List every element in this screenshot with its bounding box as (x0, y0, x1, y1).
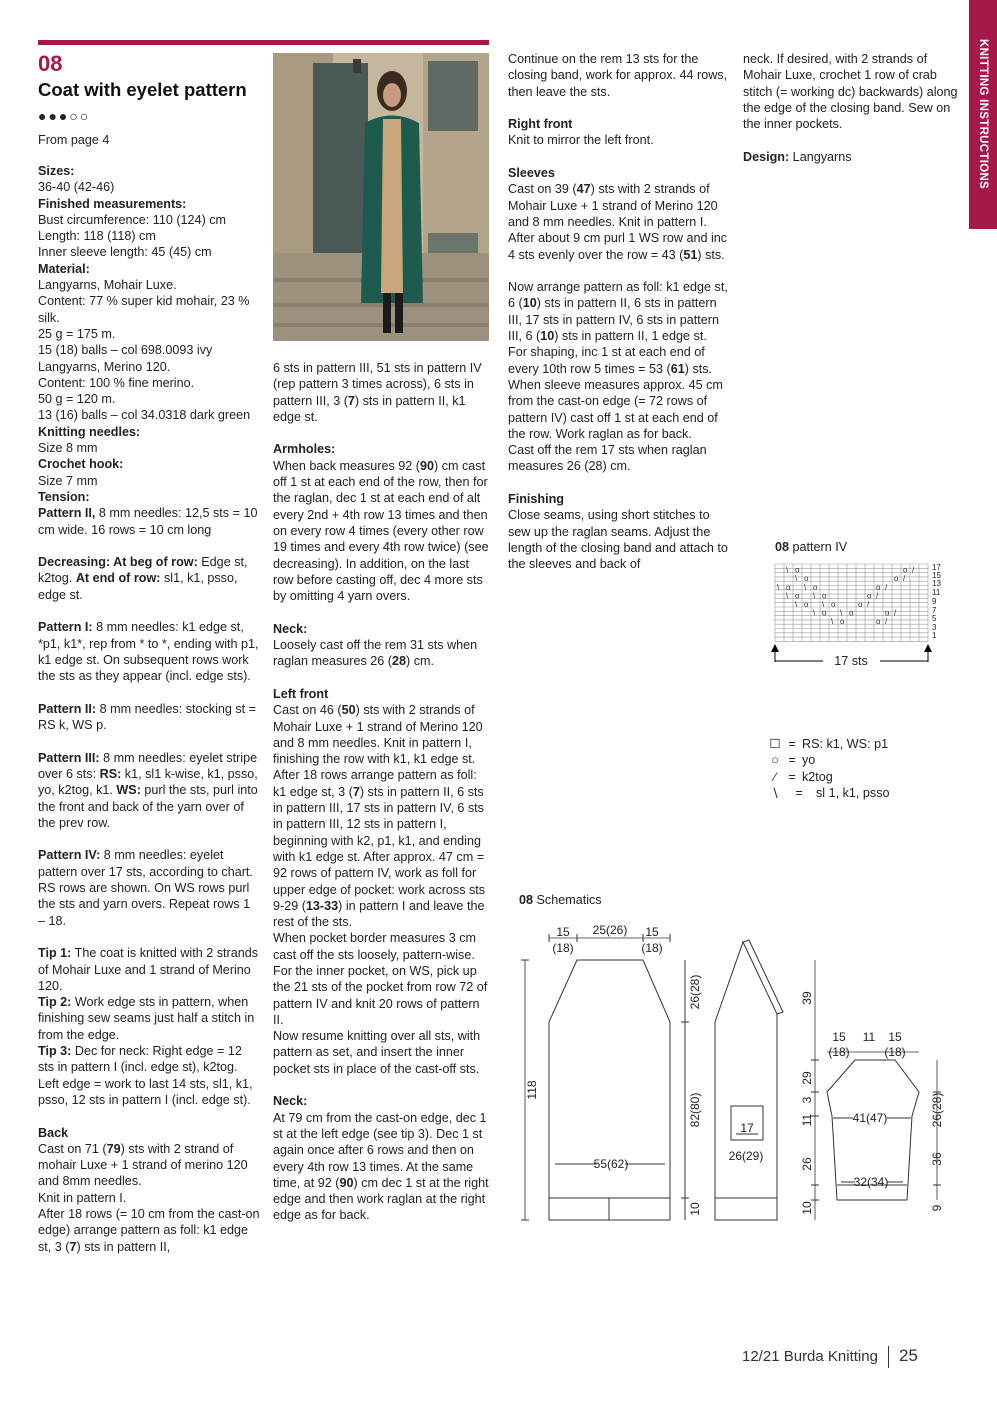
svg-text:\: \ (795, 574, 798, 584)
sleeve-dim-label: 41(47) (852, 1111, 888, 1125)
needles-text: Size 8 mm (38, 441, 98, 456)
back-dim-label: 15 (645, 925, 659, 939)
back-dim-label: 82(80) (688, 1092, 702, 1128)
sleeve-dim-label: 3 (800, 1096, 814, 1104)
left-front-bold: 50 (341, 703, 356, 718)
svg-text:/: / (885, 582, 888, 592)
pattern-2-text: 8 mm needles: stocking st = RS k, WS p. (38, 701, 257, 733)
svg-text:\: \ (813, 591, 816, 601)
back-schematic (521, 923, 702, 1220)
left-front-bold: 13-33 (305, 898, 339, 913)
neck-bold: 28 (392, 654, 407, 669)
back-cont-text: ) sts in pattern II, k1 edge st. (273, 393, 466, 424)
back-dim-label: 26(28) (688, 974, 702, 1010)
tip-1-heading: Tip 1: (38, 946, 72, 961)
pattern-1-text: 8 mm needles: k1 edge st, *p1, k1*, rep from * to *, ending with p1, k1 edge st. On subsequent rows work the sts as they appear (incl. edge sts). (38, 620, 259, 684)
svg-text:o: o (840, 617, 845, 627)
design-label: Design: (743, 149, 790, 164)
legend-text: yo (802, 753, 816, 768)
page-footer (742, 1346, 918, 1368)
svg-text:\: \ (786, 565, 789, 575)
left-front-bold: 7 (352, 784, 360, 799)
svg-text:o: o (876, 582, 881, 592)
sizes-text: 36-40 (42-46) (38, 180, 115, 195)
left-front-text: Now resume knitting over all sts, with pattern as set, and insert the inner pocket sts in place of the cast-off sts. (273, 1029, 481, 1076)
pattern-4-heading: Pattern IV: (38, 848, 101, 863)
neck-2-text: At 79 cm from the cast-on edge, dec 1 st at the left edge (see tip 3). Dec 1 st again once after 6 rows and then on every 4th row 13 times. At the same time, at 92 ( (273, 1110, 487, 1190)
svg-text:o: o (885, 608, 890, 618)
svg-text:o: o (795, 565, 800, 575)
sleeves-text: For shaping, inc 1 st at each end of every 10th row 5 times = 53 ( (508, 345, 705, 376)
chart-row-label: 13 (932, 579, 941, 588)
back-bold: 7 (69, 1239, 77, 1254)
sleeve-dim-label: (18) (828, 1045, 850, 1059)
svg-text:/: / (876, 591, 879, 601)
sleeve-dim-label: 26(28) (930, 1092, 944, 1128)
section-tab (969, 0, 997, 229)
pattern-number: 08 (38, 51, 63, 76)
right-front-text: Knit to mirror the left front. (508, 133, 654, 148)
pattern-3-rs: RS: (99, 766, 122, 781)
sleeve-dim-label: 26 (800, 1157, 814, 1171)
chart-row-label: 11 (932, 588, 941, 597)
page-number: 25 (898, 1346, 918, 1365)
tension-bold: Pattern II, (38, 506, 96, 521)
legend-text: RS: k1, WS: p1 (802, 737, 889, 751)
sleeve-dim-label: 39 (800, 991, 814, 1005)
column-3 (508, 51, 730, 589)
sleeves-text: Cast off the rem 17 sts when raglan measures 26 (28) cm. (508, 443, 707, 474)
left-front-text: ) sts with 2 strands of Mohair Luxe + 1 strand of Merino 120 and 8 mm needles. Knit in pattern I, finishing the row with k1, k1 edge st. (273, 703, 483, 767)
svg-text:o: o (804, 600, 809, 609)
pattern-1-heading: Pattern I: (38, 620, 93, 635)
svg-text:o: o (867, 591, 872, 601)
tension-text: 8 mm needles: 12,5 sts = 10 cm wide. 16 rows = 10 cm long (38, 506, 258, 537)
armholes-text: ) cm cast off 1 st at each end of the row, then for the raglan, dec 1 st at each end of alt every 2nd + 4th row 13 times and then on every row 4 times (every other row 19 times and every 4th row twice) (see decreasing). In addition, on the last row before casting off, dec 4 more sts by omitting 4 yarn overs. (273, 458, 489, 604)
svg-text:/: / (894, 608, 897, 618)
svg-text:o: o (903, 565, 908, 575)
sleeves-bold: 61 (670, 361, 685, 376)
chart-row-label: 17 (932, 563, 941, 572)
tip-1-text: The coat is knitted with 2 strands of Mohair Luxe and 1 strand of Merino 120. (38, 946, 259, 993)
pattern-2-heading: Pattern II: (38, 701, 97, 716)
legend-item: ☐ = RS: k1, WS: p1 (769, 737, 889, 751)
front-dim-label: 26(29) (728, 1149, 764, 1163)
back-dim-label: 15 (556, 925, 570, 939)
chart-legend (768, 736, 890, 801)
svg-text:/: / (912, 565, 915, 575)
material-line: 50 g = 120 m. (38, 392, 116, 407)
sleeves-text: ) sts with 2 strands of Mohair Luxe + 1 strand of Merino 120 and 8 mm needles. Knit in pattern I. After about 9 cm purl 1 WS row and inc 4 sts evenly over the row = 43 ( (508, 182, 728, 262)
back-text: After 18 rows (= 10 cm from the cast-on edge) arrange pattern as foll: k1 edge st, 3 ( (38, 1207, 260, 1254)
sleeve-dim-label: 15 (832, 1030, 846, 1044)
back-bold: 79 (106, 1141, 121, 1156)
legend-item: ∕ = k2tog (768, 769, 890, 785)
left-front-text: Cast on 46 ( (273, 703, 342, 718)
sleeve-dim-label: 11 (800, 1113, 814, 1127)
decreasing-text: Edge st, k2tog. (38, 555, 248, 586)
left-front-text: For the inner pocket, on WS, pick up the 21 sts of the pocket from row 72 of pattern IV and knit 20 rows of pattern II. (273, 963, 488, 1027)
svg-text:o: o (894, 574, 899, 584)
page-title: Coat with eyelet pattern (38, 79, 247, 100)
chart-num: 08 (775, 540, 790, 554)
legend-text: sl 1, k1, psso (816, 785, 890, 800)
tip-3-text: Dec for neck: Right edge = 12 sts in pattern I (incl. edge st), k2tog. Left edge = work to last 14 sts, sl1, k1, psso, 12 sts in pattern I (incl. edge st). (38, 1044, 253, 1107)
left-front-text: When pocket border measures 3 cm cast off the sts loosely, pattern-wise. (273, 931, 476, 962)
sleeve-length-text: Inner sleeve length: 45 (45) cm (38, 245, 212, 260)
knit-symbol-icon: ☐ (769, 737, 781, 751)
chart-width-label: 17 sts (834, 654, 868, 668)
finishing-cont-text: neck. If desired, with 2 strands of Mohair Luxe, crochet 1 row of crab stitch (= working dc) backwards) along the edge of the closing band. Sew on the inner pockets. (743, 52, 958, 132)
schematics-title-text: Schematics (533, 893, 602, 907)
svg-text:\: \ (822, 600, 825, 609)
column-1 (38, 163, 260, 1271)
hook-heading: Crochet hook: (38, 457, 124, 472)
material-line: Langyarns, Merino 120. (38, 359, 171, 374)
design-text: Langyarns (789, 149, 852, 164)
finished-heading: Finished measurements: (38, 196, 187, 211)
tip-2-text: Work edge sts in pattern, when finishing sew seams just half a stitch in from the edge. (38, 995, 255, 1042)
sleeves-text: ) sts. When sleeve measures approx. 45 cm from the cast-on edge (= 72 rows of pattern IV) cast off 1 st at each end of the row. Work raglan as for back. (508, 361, 723, 441)
decreasing-end-text: sl1, k1, psso, edge st. (38, 571, 238, 602)
svg-text:o: o (858, 600, 863, 609)
sleeve-dim-label: 15 (888, 1030, 902, 1044)
pattern-3-ws: WS: (116, 783, 141, 798)
sleeve-dim-label: 9 (930, 1204, 944, 1212)
schematics-title (519, 893, 602, 907)
back-text: ) sts with 2 strand of mohair Luxe + 1 strand of merino 120 and 8mm needles. (38, 1141, 248, 1189)
neck-2-bold: 90 (339, 1175, 354, 1190)
finishing-text: Close seams, using short stitches to sew up the raglan seams. Adjust the length of the closing band and attach to the sleeves and back of (508, 508, 728, 572)
sleeve-dim-label: 32(34) (853, 1175, 889, 1189)
sleeves-text: ) sts in pattern II, 1 edge st. (554, 329, 707, 344)
hook-text: Size 7 mm (38, 473, 98, 488)
neck-text: ) cm. (406, 654, 435, 669)
neck-text: Loosely cast off the rem 31 sts when raglan measures 26 ( (273, 638, 478, 669)
tension-heading: Tension: (38, 489, 90, 504)
header-rule (38, 40, 489, 45)
schematics-diagram (515, 920, 955, 1230)
chart-row-label: 3 (932, 623, 937, 632)
armholes-bold: 90 (420, 458, 435, 473)
chart-row-label: 9 (932, 597, 937, 606)
chart-row-label: 5 (932, 614, 937, 623)
needles-heading: Knitting needles: (38, 424, 141, 439)
pattern-3-text: k1, sl1 k-wise, k1, psso, yo, k2tog, k1. (38, 766, 258, 798)
tip-2-heading: Tip 2: (38, 995, 72, 1010)
legend-text: k2tog (802, 769, 833, 784)
sleeve-dim-label: 10 (800, 1201, 814, 1215)
sleeve-dim-label: 11 (862, 1030, 876, 1044)
material-line: Content: 77 % super kid mohair, 23 % silk. (38, 294, 250, 325)
column-4 (743, 51, 961, 181)
svg-text:\: \ (777, 582, 780, 592)
k2tog-symbol-icon: ∕ (773, 769, 777, 784)
back-text: ) sts in pattern II, (76, 1239, 171, 1254)
chart-title (775, 540, 847, 554)
sleeves-text: Cast on 39 ( (508, 182, 577, 197)
chart-row-label: 1 (932, 631, 937, 640)
back-dim-label: 118 (525, 1080, 539, 1100)
neck-heading: Neck: (273, 621, 308, 636)
back-dim-label: 10 (688, 1202, 702, 1216)
svg-text:\: \ (840, 608, 843, 618)
sizes-heading: Sizes: (38, 164, 75, 178)
left-front-text: ) sts in pattern II, 6 sts in pattern III, 17 sts in pattern IV, 6 sts in pattern III, 12 sts in pattern I, beginning with k2, p1, k1, and ending with k1 edge st. After approx. 47 cm = 92 rows of pattern IV, work as foll for upper edge of pocket: work across sts 9-29 ( (273, 784, 486, 913)
issue-number: 12/21 (742, 1348, 780, 1365)
svg-text:o: o (795, 591, 800, 601)
back-text: Cast on 71 ( (38, 1141, 107, 1156)
svg-text:o: o (876, 617, 881, 627)
svg-text:o: o (822, 591, 827, 601)
svg-text:o: o (813, 582, 818, 592)
difficulty-rating: ●●●○○ (38, 108, 91, 124)
sleeve-dim-label: 29 (800, 1071, 814, 1085)
svg-text:o: o (822, 608, 827, 618)
chart-row-label: 7 (932, 606, 937, 615)
tip-3-heading: Tip 3: (38, 1044, 72, 1059)
svg-text:\: \ (831, 617, 834, 627)
back-text: Knit in pattern I. (38, 1190, 127, 1205)
back-dim-label: (18) (641, 941, 663, 955)
material-line: 15 (18) balls – col 698.0093 ivy (38, 343, 213, 358)
neck-2-text: ) cm dec 1 st at the right edge and then work raglan at the right edge as for back. (273, 1175, 489, 1223)
svg-text:o: o (804, 574, 809, 584)
pattern-3-text: purl the sts, purl into the front and back of the yarn over of the prev row. (38, 783, 258, 830)
chart-title-text: pattern IV (789, 540, 848, 554)
bust-text: Bust circumference: 110 (124) cm (38, 212, 227, 227)
material-line: Langyarns, Mohair Luxe. (38, 278, 177, 293)
svg-text:o: o (786, 582, 791, 592)
material-line: Content: 100 % fine merino. (38, 375, 195, 390)
right-front-heading: Right front (508, 117, 573, 132)
pattern-4-text: 8 mm needles: eyelet pattern over 17 sts, according to chart. RS rows are shown. On WS rows purl the sts and yarn overs. Repeat rows 1 – 18. (38, 848, 253, 928)
sleeves-bold: 51 (683, 247, 698, 262)
back-dim-label: 25(26) (592, 923, 628, 937)
material-line: 25 g = 175 m. (38, 326, 116, 341)
sleeves-text: Now arrange pattern as foll: k1 edge st, 6 ( (508, 280, 728, 311)
sleeve-schematic (800, 960, 944, 1220)
schematics-num: 08 (519, 893, 534, 907)
pocket-dim-label: 17 (740, 1121, 754, 1135)
sleeve-dim-label: (18) (884, 1045, 906, 1059)
left-front-heading: Left front (273, 686, 329, 701)
armholes-heading: Armholes: (273, 442, 336, 457)
armholes-text: When back measures 92 ( (273, 458, 420, 473)
knitting-chart (765, 558, 950, 670)
svg-text:\: \ (813, 608, 816, 618)
left-front-text: ) in pattern I and leave the rest of the sts. (273, 898, 485, 930)
pattern-3-heading: Pattern III: (38, 750, 100, 765)
sleeves-bold: 47 (576, 182, 591, 197)
sleeves-bold: 10 (522, 296, 537, 311)
svg-text:/: / (867, 600, 870, 609)
sleeves-heading: Sleeves (508, 166, 555, 181)
psso-symbol-icon: ∖ (770, 785, 780, 800)
svg-text:\: \ (795, 600, 798, 609)
back-heading: Back (38, 1125, 69, 1140)
material-line: 13 (16) balls – col 34.0318 dark green (38, 408, 251, 423)
legend-item: ∖ = sl 1, k1, psso (768, 785, 890, 801)
svg-text:\: \ (786, 591, 789, 601)
svg-text:/: / (885, 617, 888, 627)
svg-text:o: o (849, 608, 854, 618)
back-dim-label: 55(62) (593, 1157, 629, 1171)
left-front-text: After 18 rows arrange pattern as foll: k1 edge st, 3 ( (273, 768, 477, 799)
length-text: Length: 118 (118) cm (38, 229, 156, 244)
svg-text:o: o (831, 600, 836, 609)
yo-symbol-icon: ○ (771, 753, 779, 768)
material-heading: Material: (38, 261, 90, 276)
pattern-3-text: 8 mm needles: eyelet stripe over 6 sts: (38, 750, 258, 781)
finishing-heading: Finishing (508, 492, 564, 507)
closing-band-text: Continue on the rem 13 sts for the closing band, work for approx. 44 rows, then leave the sts. (508, 52, 728, 99)
front-schematic (715, 940, 783, 1220)
sleeves-bold: 10 (540, 329, 555, 344)
decreasing-heading: Decreasing: At beg of row: (38, 555, 198, 570)
chart-row-label: 15 (932, 571, 941, 580)
back-cont-bold: 7 (347, 393, 355, 408)
sleeve-dim-label: 36 (930, 1152, 944, 1166)
sleeves-text: ) sts. (697, 247, 725, 262)
section-tab-label: KNITTING INSTRUCTIONS (977, 38, 989, 190)
sleeves-text: ) sts in pattern II, 6 sts in pattern III, 17 sts in pattern IV, 6 sts in pattern III, 6 ( (508, 296, 719, 344)
neck-2-heading: Neck: (273, 1094, 308, 1109)
from-page: From page 4 (38, 133, 110, 147)
magazine-name: Burda Knitting (783, 1348, 878, 1365)
svg-text:\: \ (804, 582, 807, 592)
back-cont-text: 6 sts in pattern III, 51 sts in pattern IV (rep pattern 3 times across), 6 sts in pattern III, 3 ( (273, 361, 482, 408)
legend-item: ○ = yo (768, 752, 890, 768)
decreasing-end-heading: At end of row: (75, 571, 161, 586)
svg-text:/: / (903, 574, 906, 584)
coat-photo (273, 53, 489, 341)
back-dim-label: (18) (552, 941, 574, 955)
column-2 (273, 360, 491, 1240)
